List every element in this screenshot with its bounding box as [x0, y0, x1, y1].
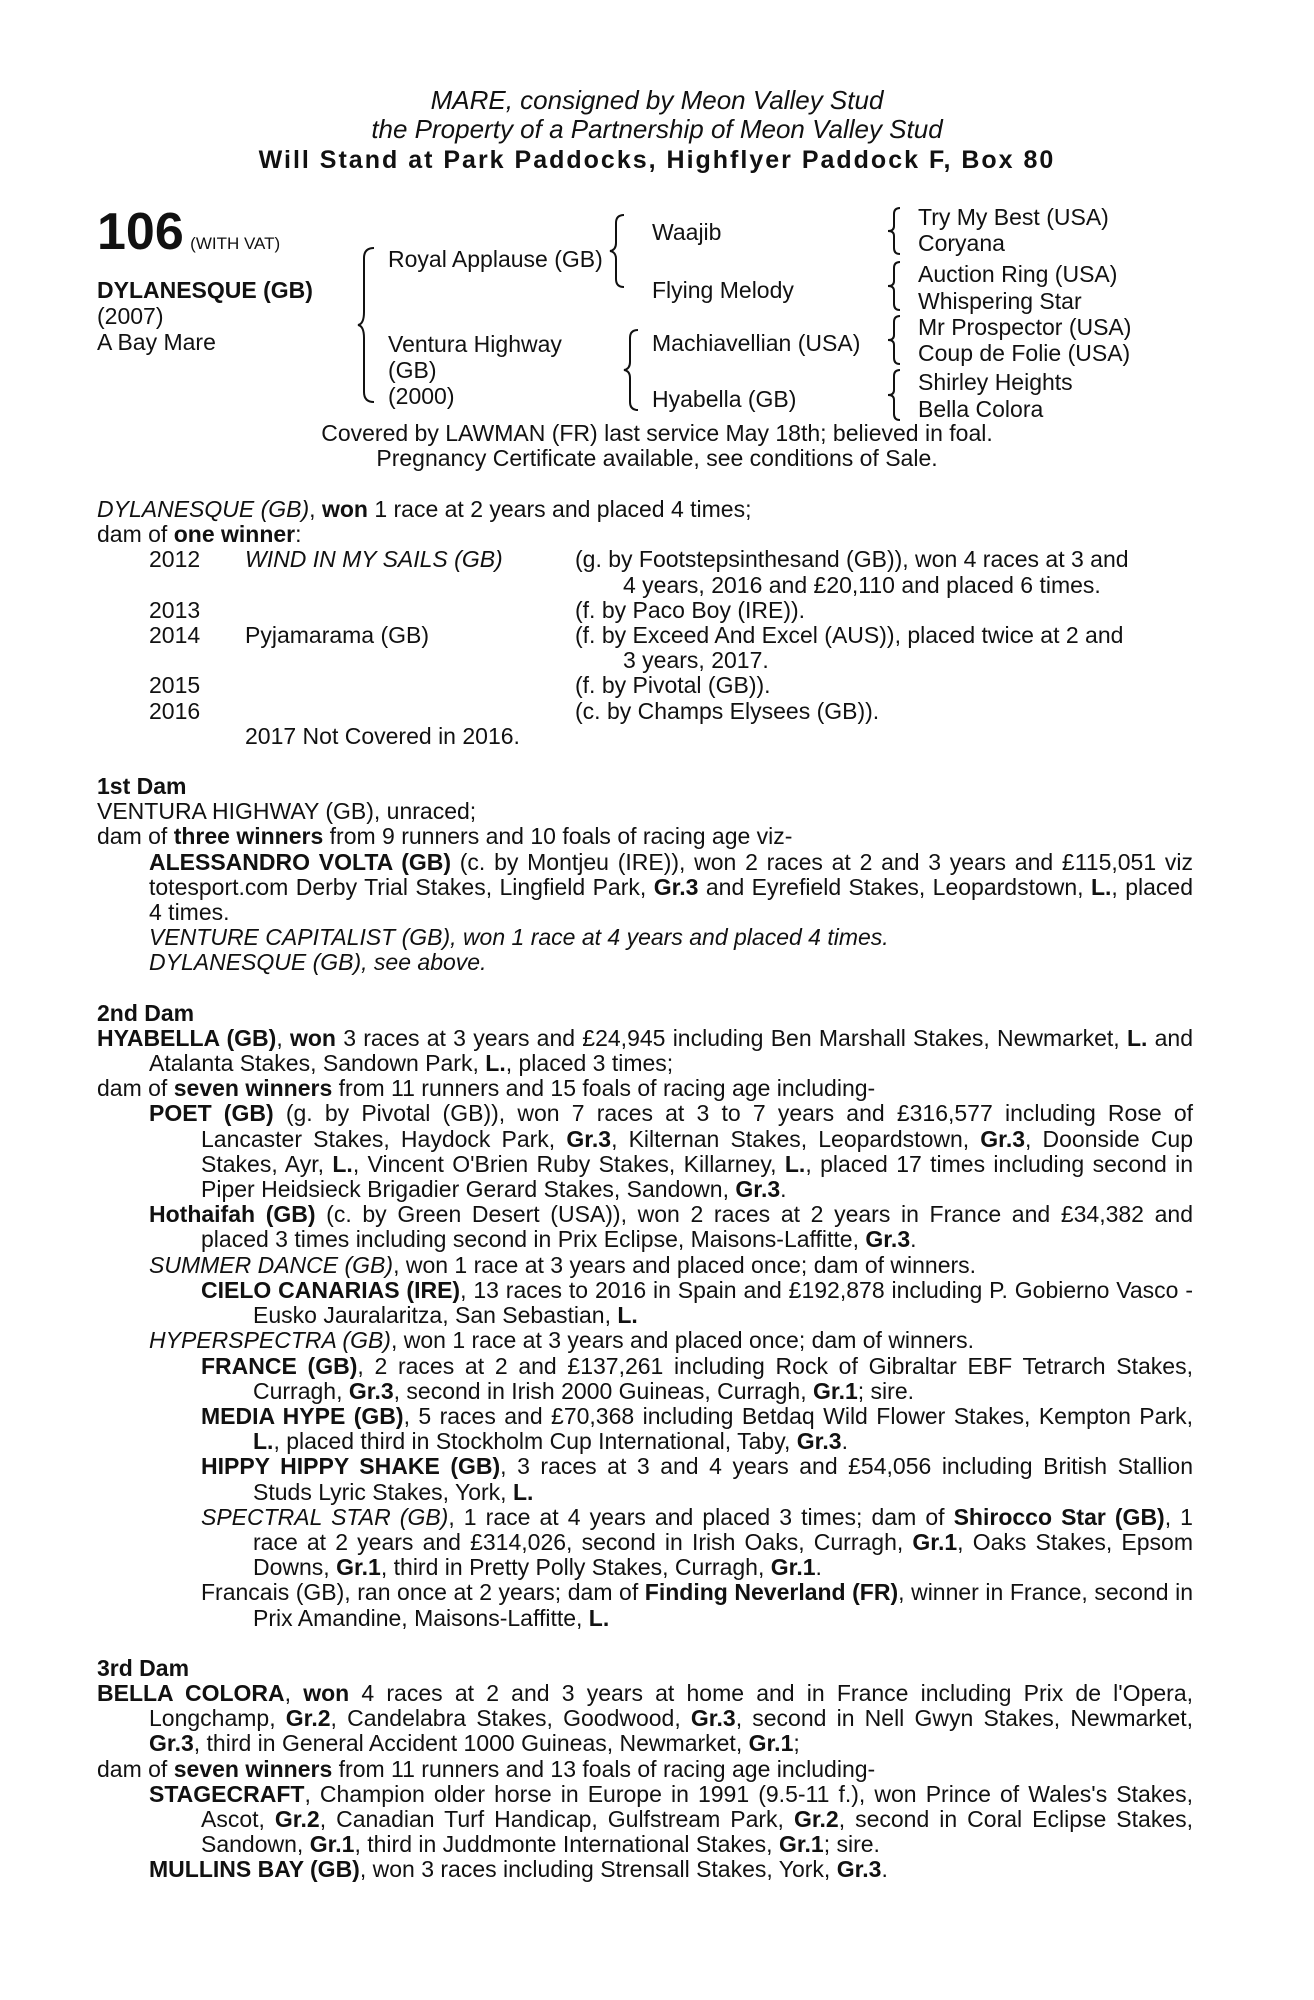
second-dam-grand-entry: CIELO CANARIAS (IRE), 13 races to 2016 in Spain and £192,878 including P. Gobierno Vasco - Eusko Jauralaritza, San Sebastian, L. — [201, 1276, 1193, 1329]
produce-row: 2012 WIND IN MY SAILS (GB) (g. by Footstepsinthesand (GB)), won 4 races at 3 and 4 years, 2016 and £20,110 and placed 6 times. — [149, 546, 1129, 598]
pedigree-dam-dam: Hyabella (GB) — [652, 386, 797, 412]
pedigree-brace-ss — [886, 206, 906, 256]
pedigree-dam-l1: Ventura Highway — [388, 331, 562, 357]
produce-row: 2016 (c. by Champs Elysees (GB)). — [149, 697, 880, 724]
produce-list — [97, 547, 1193, 749]
second-dam-grand-entry: MEDIA HYPE (GB), 5 races and £70,368 including Betdaq Wild Flower Stakes, Kempton Park, L., placed third in Stockholm Cup International, Taby, Gr.3. — [201, 1402, 1193, 1455]
first-dam-summary: dam of three winners from 9 runners and 10 foals of racing age viz- — [97, 823, 793, 850]
pedigree-dss: Mr Prospector (USA) — [918, 314, 1132, 340]
lot-year: (2007) — [97, 303, 164, 329]
mare-dam-of: dam of one winner: — [97, 521, 302, 548]
first-dam-entry: ALESSANDRO VOLTA (GB) (c. by Montjeu (IRE)), won 2 races at 2 and 3 years and £115,051 viz totesport.com Derby Trial Stakes, Lingfield Park, Gr.3 and Eyrefield Stakes, Leopardstown, L., placed 4 times. — [149, 848, 1194, 926]
pedigree-sire-sire: Waajib — [652, 219, 722, 245]
second-dam-grand-entry: Francais (GB), ran once at 2 years; dam of Finding Neverland (FR), winner in France, second in Prix Amandine, Maisons-Laffitte, L. — [201, 1579, 1194, 1631]
produce-row: 2013 (f. by Paco Boy (IRE)). — [149, 596, 806, 623]
pedigree-dam-l2: (GB) — [388, 357, 437, 383]
lot-heading — [97, 204, 280, 272]
pedigree-brace-main — [356, 246, 380, 404]
pedigree-dam-l3: (2000) — [388, 383, 455, 409]
second-dam-heading: 2nd Dam — [97, 999, 195, 1026]
second-dam-summary: dam of seven winners from 11 runners and 15 foals of racing age including- — [97, 1075, 876, 1102]
pedigree-sire-dam: Flying Melody — [652, 277, 794, 303]
pregnancy-note: Pregnancy Certificate available, see conditions of Sale. — [376, 445, 938, 471]
second-dam-record: HYABELLA (GB), won 3 races at 3 years and £24,945 including Ben Marshall Stakes, Newmarket, L. and Atalanta Stakes, Sandown Park, L., placed 3 times; — [97, 1024, 1194, 1077]
third-dam-entry: MULLINS BAY (GB), won 3 races including Strensall Stakes, York, Gr.3. — [149, 1856, 888, 1883]
second-dam-grand-entry: FRANCE (GB), 2 races at 2 and £137,261 including Rock of Gibraltar EBF Tetrarch Stakes, Curragh, Gr.3, second in Irish 2000 Guineas, Curragh, Gr.1; sire. — [201, 1352, 1193, 1404]
mare-record: DYLANESQUE (GB), won 1 race at 2 years and placed 4 times; — [97, 496, 752, 522]
catalogue-body — [97, 497, 1193, 1883]
pedigree-sds: Auction Ring (USA) — [918, 261, 1118, 287]
lot-number: 106 — [97, 203, 184, 261]
second-dam-grand-entry: SPECTRAL STAR (GB), 1 race at 4 years and placed 3 times; dam of Shirocco Star (GB), 1 race at 2 years and £314,026, second in Irish Oaks, Curragh, Gr.1, Oaks Stakes, Epsom Downs, Gr.1, third in Pretty Polly Stakes, Curragh, Gr.1. — [201, 1503, 1193, 1581]
pedigree-brace-dd — [886, 368, 906, 422]
produce-row: 2014 Pyjamarama (GB) (f. by Exceed And Excel (AUS)), placed twice at 2 and 3 years, 2017. — [149, 622, 1124, 674]
pedigree-sss: Try My Best (USA) — [918, 204, 1109, 230]
pedigree-brace-dam — [622, 328, 644, 412]
covering-note: Covered by LAWMAN (FR) last service May 18th; believed in foal. — [321, 420, 993, 446]
consignor-line: MARE, consigned by Meon Valley Stud — [430, 85, 884, 115]
pedigree-brace-sire — [608, 213, 630, 289]
pedigree-ssd: Coryana — [918, 230, 1005, 256]
vat-note: (WITH VAT) — [190, 234, 281, 253]
second-dam-entry: Hothaifah (GB) (c. by Green Desert (USA)), won 2 races at 2 years in France and £34,382 and placed 3 times including second in Prix Eclipse, Maisons-Laffitte, Gr.3. — [149, 1201, 1193, 1253]
third-dam-entry: STAGECRAFT, Champion older horse in Europe in 1991 (9.5-11 f.), won Prince of Wales's Stakes, Ascot, Gr.2, Canadian Turf Handicap, Gulfstream Park, Gr.2, second in Coral Eclipse Stakes, Sandown, Gr.1, third in Juddmonte International Stakes, Gr.1; sire. — [149, 1780, 1194, 1858]
pedigree-dds: Shirley Heights — [918, 369, 1073, 395]
produce-row: 2015 (f. by Pivotal (GB)). — [149, 672, 771, 699]
lot-description: A Bay Mare — [97, 329, 216, 355]
pedigree-ddd: Bella Colora — [918, 396, 1044, 422]
pedigree-sire: Royal Applause (GB) — [388, 246, 603, 272]
pedigree-sdd: Whispering Star — [918, 288, 1082, 314]
property-line: the Property of a Partnership of Meon Valley Stud — [371, 114, 943, 144]
lot-name: DYLANESQUE (GB) — [97, 277, 313, 303]
first-dam-entry: VENTURE CAPITALIST (GB), won 1 race at 4 years and placed 4 times. — [149, 924, 889, 951]
not-covered-note: 2017 Not Covered in 2016. — [245, 722, 520, 749]
pedigree-brace-sd — [886, 260, 906, 312]
first-dam-heading: 1st Dam — [97, 773, 187, 800]
second-dam-entry: POET (GB) (g. by Pivotal (GB)), won 7 races at 3 to 7 years and £316,577 including Rose of Lancaster Stakes, Haydock Park, Gr.3, Kilternan Stakes, Leopardstown, Gr.3, Doonside Cup Stakes, Ayr, L., Vincent O'Brien Ruby Stakes, Killarney, L., placed 17 times including second in Piper Heidsieck Brigadier Gerard Stakes, Sandown, Gr.3. — [149, 1100, 1194, 1203]
pedigree-dam-sire: Machiavellian (USA) — [652, 330, 861, 356]
second-dam-grand-entry: HIPPY HIPPY SHAKE (GB), 3 races at 3 and 4 years and £54,056 including British Stallion Studs Lyric Stakes, York, L. — [201, 1453, 1194, 1505]
stand-location: Will Stand at Park Paddocks, Highflyer Paddock F, Box 80 — [258, 146, 1056, 174]
first-dam-entry: DYLANESQUE (GB), see above. — [149, 949, 487, 976]
third-dam-summary: dam of seven winners from 11 runners and 13 foals of racing age including- — [97, 1755, 876, 1782]
third-dam-record: BELLA COLORA, won 4 races at 2 and 3 years at home and in France including Prix de l'Opera, Longchamp, Gr.2, Candelabra Stakes, Goodwood, Gr.3, second in Nell Gwyn Stakes, Newmarket, Gr.3, third in General Accident 1000 Guineas, Newmarket, Gr.1; — [97, 1679, 1194, 1757]
first-dam-line: VENTURA HIGHWAY (GB), unraced; — [97, 798, 477, 825]
second-dam-entry: SUMMER DANCE (GB), won 1 race at 3 years and placed once; dam of winners. — [149, 1251, 977, 1278]
third-dam-heading: 3rd Dam — [97, 1654, 190, 1681]
second-dam-entry: HYPERSPECTRA (GB), won 1 race at 3 years and placed once; dam of winners. — [149, 1327, 974, 1354]
pedigree-brace-ds — [886, 314, 906, 366]
pedigree-dsd: Coup de Folie (USA) — [918, 340, 1131, 366]
